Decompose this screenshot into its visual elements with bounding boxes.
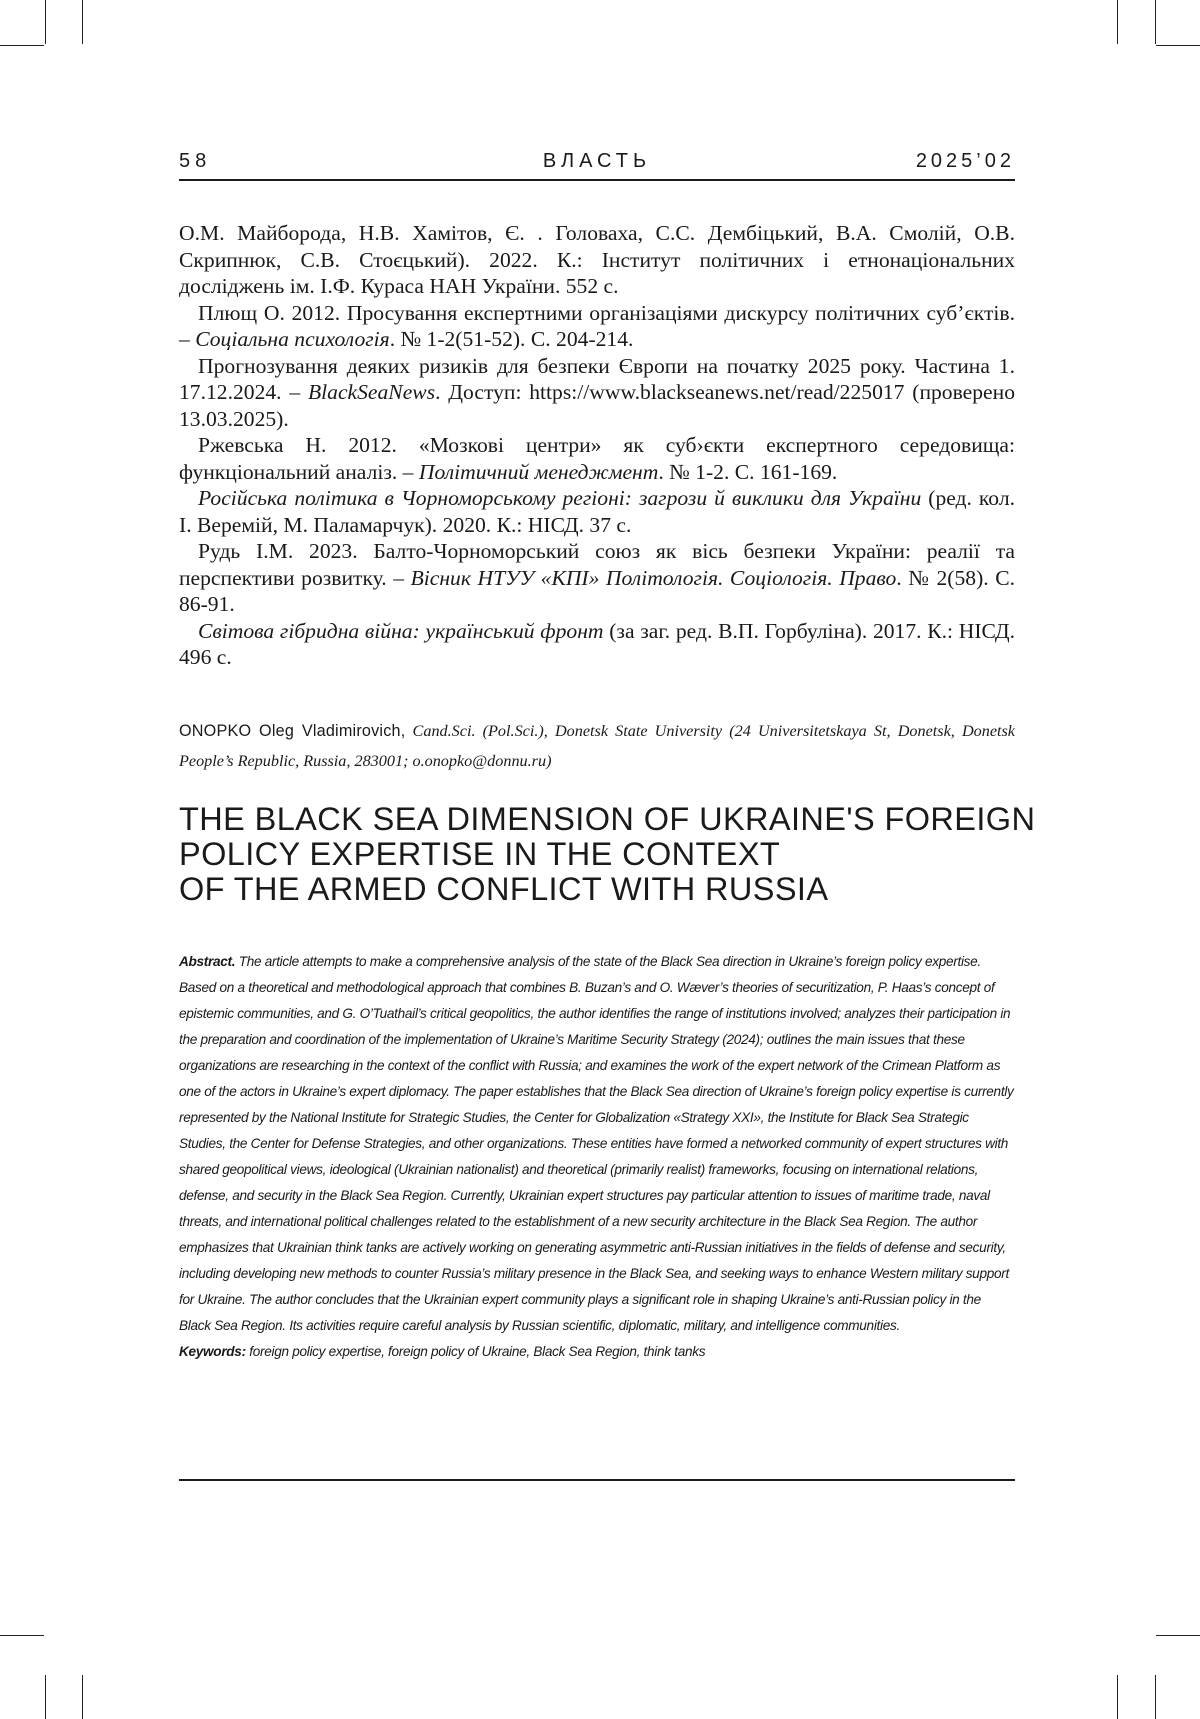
- reference-text: . Доступ: https://www.blackseanews.net/read/225017 (проверено 13.03.2025).: [179, 380, 1015, 431]
- keywords-label: Keywords:: [179, 1344, 246, 1359]
- reference-text: О.М. Майборода, Н.В. Хамітов, Є. . Головаха, С.С. Дембіцький, В.А. Смолій, О.В. Скрипнюк, С.В. Стоєцький). 2022. К.: Інститут політичних і етнонаціональних досліджень ім. І.Ф. Кураса НАН України. 552 с.: [179, 221, 1015, 298]
- reference-text: . № 1-2(51-52). С. 204-214.: [389, 327, 634, 351]
- author-info: [179, 716, 1015, 776]
- reference-text: (за заг. ред. В.П. Горбуліна). 2017. К.: НІСД. 496 с.: [179, 618, 1016, 669]
- reference-source-title: Світова гібридна війна: український фронт: [198, 618, 604, 643]
- abstract-block: [179, 949, 1015, 1365]
- keywords-text: foreign policy expertise, foreign policy of Ukraine, Black Sea Region, think tanks: [245, 1344, 706, 1359]
- abstract-label: Abstract.: [179, 954, 236, 969]
- article-title: [179, 802, 1039, 907]
- crop-mark: [1156, 45, 1200, 46]
- reference-text: Плющ О. 2012. Просування експертними організаціями дискурсу політичних суб’єктів. –: [179, 300, 1015, 351]
- reference-item: [179, 485, 1015, 538]
- crop-mark: [82, 0, 83, 44]
- abstract-paragraph: [179, 949, 1015, 1339]
- reference-text: . № 1-2. С. 161-169.: [658, 459, 838, 484]
- article-title-line: POLICY EXPERTISE IN THE CONTEXT: [179, 836, 781, 872]
- reference-item: [179, 220, 1015, 300]
- crop-mark: [1156, 1635, 1200, 1636]
- reference-item: [179, 538, 1015, 618]
- issue-number: 2025’02: [915, 150, 1015, 172]
- crop-mark: [45, 1675, 46, 1719]
- header-rule: [179, 179, 1015, 181]
- reference-text: Прогнозування деяких ризиків для безпеки Європи на початку 2025 року. Частина 1. 17.12.2024. –: [179, 353, 1015, 404]
- reference-item: [179, 300, 1015, 353]
- keywords-paragraph: [179, 1339, 1015, 1365]
- reference-source-title: BlackSeaNews: [307, 380, 436, 404]
- article-title-line: OF THE ARMED CONFLICT WITH RUSSIA: [179, 871, 829, 907]
- crop-mark: [0, 45, 44, 46]
- reference-source-title: Соціальна психологія: [195, 327, 390, 351]
- reference-source-title: Політичний менеджмент: [418, 459, 659, 484]
- bottom-rule: [179, 1479, 1015, 1481]
- author-details: Cand.Sci. (Pol.Sci.), Donetsk State University (24 Universitetskaya St, Donetsk, Donetsk People’s Republic, Russia, 283001; o.onopko@donnu.ru): [179, 722, 1015, 770]
- journal-name: ВЛАСТЬ: [542, 150, 652, 172]
- crop-mark: [82, 1675, 83, 1719]
- crop-mark: [0, 1635, 44, 1636]
- page-number: 58: [179, 150, 212, 172]
- article-title-line: THE BLACK SEA DIMENSION OF UKRAINE'S FOREIGN: [179, 801, 1036, 837]
- running-header: [179, 150, 1015, 176]
- author-name: ONOPKO Oleg Vladimirovich,: [179, 722, 406, 740]
- reference-source-title: Російська політика в Чорноморському регіоні: загрози й виклики для України: [198, 486, 922, 510]
- reference-item: [179, 618, 1015, 671]
- reference-text: . № 2(58). С. 86-91.: [179, 565, 1016, 616]
- reference-text: Рудь І.М. 2023. Балто-Чорноморський союз як вісь безпеки України: реалії та перспективи розвитку. –: [179, 539, 1015, 590]
- crop-mark: [1117, 1675, 1118, 1719]
- reference-text: (ред. кол. І. Веремій, М. Паламарчук). 2020. К.: НІСД. 37 с.: [179, 486, 1015, 537]
- abstract-text: The article attempts to make a comprehensive analysis of the state of the Black Sea direction in Ukraine’s foreign policy expertise. Based on a theoretical and methodological approach that combines B. Buzan’s and O. Wæver’s theories of securitization, P. Haas’s concept of epistemic communities, and G. O’Tuathail’s critical geopolitics, the author identifies the range of institutions involved; analyzes their participation in the preparation and coordination of the implementation of Ukraine’s Maritime Security Strategy (2024); outlines the main issues that these organizations are researching in the context of the conflict with Russia; and examines the work of the expert network of the Crimean Platform as one of the actors in Ukraine’s expert diplomacy. The paper establishes that the Black Sea direction of Ukraine’s foreign policy expertise is currently represented by the National Institute for Strategic Studies, the Center for Globalization «Strategy XXI», the Institute for Black Sea Strategic Studies, the Center for Defense Strategies, and other organizations. These entities have formed a networked community of expert structures with shared geopolitical views, ideological (Ukrainian nationalist) and theoretical (primarily realist) frameworks, focusing on international relations, defense, and security in the Black Sea Region. Currently, Ukrainian expert structures pay particular attention to issues of maritime trade, naval threats, and international political challenges related to the establishment of a new security architecture in the Black Sea Region. The author emphasizes that Ukrainian think tanks are actively working on generating asymmetric anti-Russian initiatives in the fields of defense and security, including developing new methods to counter Russia’s military presence in the Black Sea, and seeking ways to enhance Western military support for Ukraine. The author concludes that the Ukrainian expert community plays a significant role in shaping Ukraine’s anti-Russian policy in the Black Sea Region. Its activities require careful analysis by Russian scientific, diplomatic, military, and intelligence communities.: [179, 954, 1014, 1333]
- crop-mark: [1155, 1675, 1156, 1719]
- crop-mark: [45, 0, 46, 44]
- crop-mark: [1117, 0, 1118, 44]
- reference-text: Ржевська Н. 2012. «Мозкові центри» як суб›єкти експертного середовища: функціональний аналіз. –: [179, 433, 1015, 484]
- reference-source-title: Вісник НТУУ «КПІ» Політологія. Соціологія. Право: [410, 565, 897, 590]
- reference-item: [179, 353, 1015, 433]
- reference-list: [179, 220, 1015, 671]
- crop-mark: [1155, 0, 1156, 44]
- reference-item: [179, 432, 1015, 485]
